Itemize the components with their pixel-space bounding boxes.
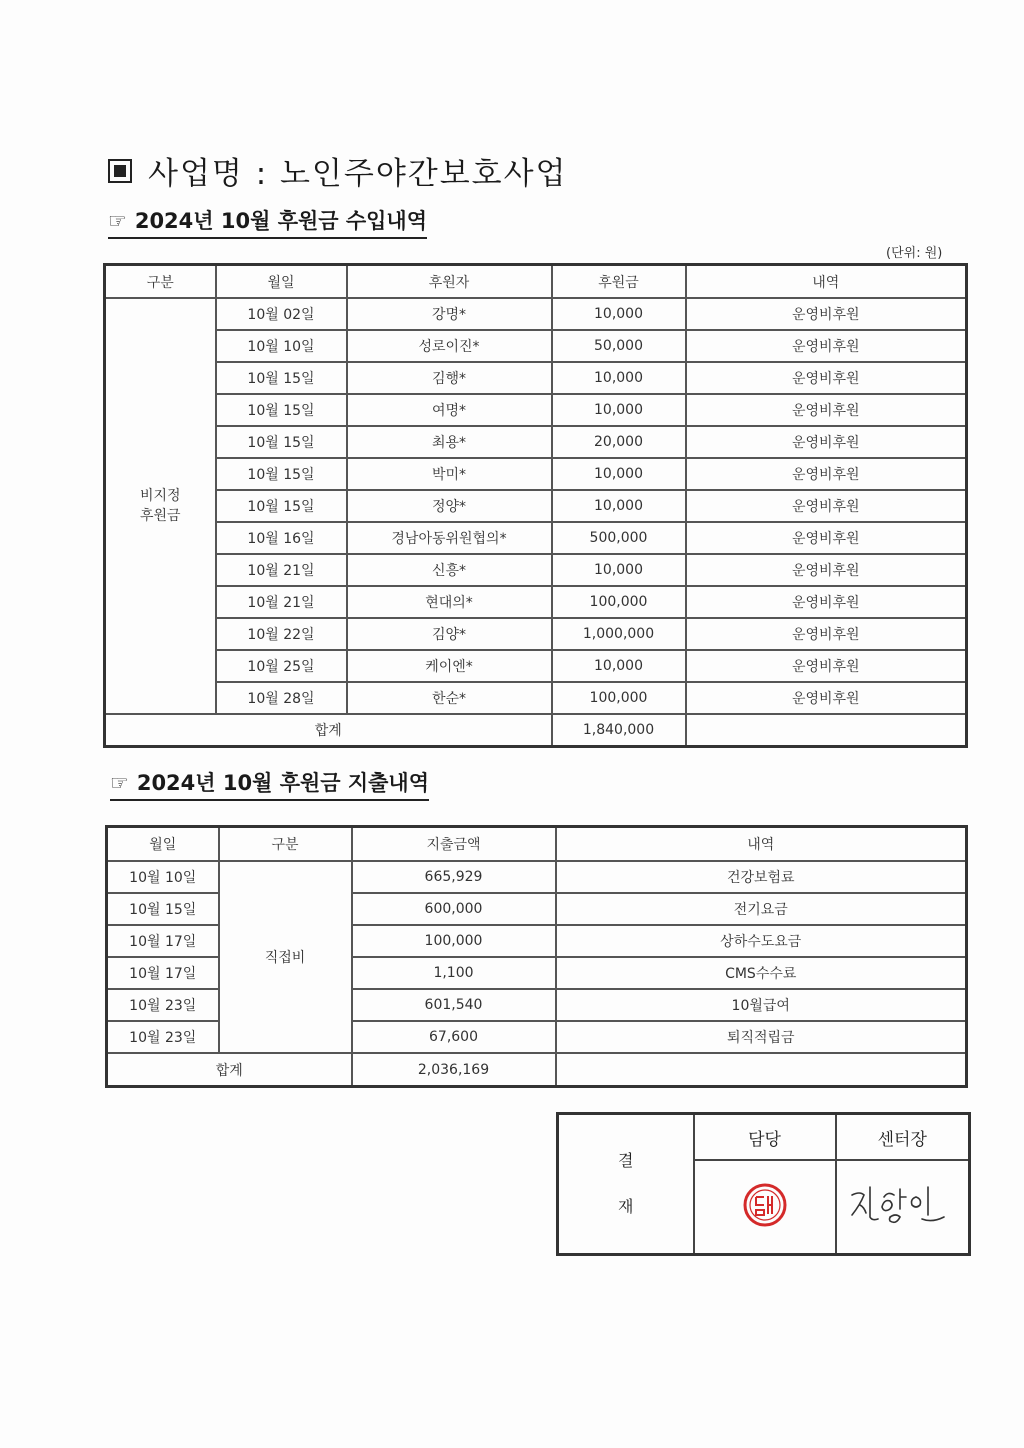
expense-column-header: 지출금액 [352, 827, 556, 862]
amount-cell: 10,000 [552, 490, 686, 522]
expense-category: 직접비 [219, 861, 352, 1053]
detail-cell: CMS수수료 [556, 957, 967, 989]
detail-cell: 운영비후원 [686, 650, 967, 682]
date-cell: 10월 23일 [107, 989, 219, 1021]
amount-cell: 10,000 [552, 458, 686, 490]
detail-cell: 운영비후원 [686, 586, 967, 618]
donor-cell: 현대의* [347, 586, 552, 618]
approval-label-top: 결 [618, 1151, 634, 1170]
date-cell: 10월 17일 [107, 957, 219, 989]
donor-cell: 박미* [347, 458, 552, 490]
table-row [105, 586, 967, 618]
donor-cell: 케이엔* [347, 650, 552, 682]
donor-cell: 한순* [347, 682, 552, 714]
amount-cell: 601,540 [352, 989, 556, 1021]
expense-column-header: 월일 [107, 827, 219, 862]
detail-cell: 운영비후원 [686, 330, 967, 362]
table-row [105, 554, 967, 586]
date-cell: 10월 10일 [216, 330, 347, 362]
income-heading-text: 2024년 10월 후원금 수입내역 [134, 209, 428, 233]
date-cell: 10월 02일 [216, 298, 347, 330]
income-total-row [105, 714, 967, 747]
income-column-header: 후원자 [347, 265, 552, 299]
amount-cell: 100,000 [552, 682, 686, 714]
donor-cell: 최용* [347, 426, 552, 458]
date-cell: 10월 23일 [107, 1021, 219, 1053]
total-label: 합계 [105, 714, 552, 747]
detail-cell: 운영비후원 [686, 522, 967, 554]
donor-cell: 김행* [347, 362, 552, 394]
amount-cell: 1,000,000 [552, 618, 686, 650]
table-row [105, 490, 967, 522]
approval-header-director: 센터장 [836, 1114, 970, 1161]
page-title-text: 사업명 : 노인주야간보호사업 [148, 156, 568, 192]
donor-cell: 김양* [347, 618, 552, 650]
income-column-header: 내역 [686, 265, 967, 299]
total-label: 합계 [107, 1053, 352, 1087]
table-row [105, 298, 967, 330]
table-row [105, 394, 967, 426]
amount-cell: 10,000 [552, 554, 686, 586]
income-heading [108, 205, 427, 239]
total-detail-empty [686, 714, 967, 747]
table-row [105, 682, 967, 714]
director-signature-cell [836, 1160, 970, 1255]
table-row [105, 522, 967, 554]
expense-total-row [107, 1053, 967, 1087]
amount-cell: 10,000 [552, 394, 686, 426]
filled-square-icon [108, 159, 132, 183]
detail-cell: 운영비후원 [686, 362, 967, 394]
detail-cell: 10월급여 [556, 989, 967, 1021]
table-row [105, 618, 967, 650]
amount-cell: 500,000 [552, 522, 686, 554]
date-cell: 10월 15일 [216, 362, 347, 394]
total-detail-empty [556, 1053, 967, 1087]
expense-heading-text: 2024년 10월 후원금 지출내역 [136, 771, 430, 795]
date-cell: 10월 15일 [216, 458, 347, 490]
detail-cell: 운영비후원 [686, 682, 967, 714]
income-table [103, 263, 968, 748]
table-row [105, 426, 967, 458]
detail-cell: 운영비후원 [686, 426, 967, 458]
detail-cell: 운영비후원 [686, 394, 967, 426]
detail-cell: 운영비후원 [686, 298, 967, 330]
amount-cell: 600,000 [352, 893, 556, 925]
detail-cell: 퇴직적립금 [556, 1021, 967, 1053]
amount-cell: 665,929 [352, 861, 556, 893]
unit-label: (단위: 원) [886, 246, 943, 261]
total-amount: 1,840,000 [552, 714, 686, 747]
seal-stamp-icon [742, 1182, 788, 1228]
expense-column-header: 내역 [556, 827, 967, 862]
date-cell: 10월 15일 [216, 426, 347, 458]
amount-cell: 10,000 [552, 650, 686, 682]
approval-label-bottom: 재 [618, 1197, 634, 1216]
date-cell: 10월 22일 [216, 618, 347, 650]
approval-header-manager: 담당 [694, 1114, 836, 1161]
donor-cell: 성로이진* [347, 330, 552, 362]
expense-header-row [107, 827, 967, 862]
donor-cell: 경남아동위원협의* [347, 522, 552, 554]
donor-cell: 신흥* [347, 554, 552, 586]
date-cell: 10월 21일 [216, 586, 347, 618]
donor-cell: 강명* [347, 298, 552, 330]
expense-table [105, 825, 968, 1088]
detail-cell: 운영비후원 [686, 458, 967, 490]
detail-cell: 운영비후원 [686, 490, 967, 522]
page-title [108, 148, 568, 193]
table-row [105, 650, 967, 682]
date-cell: 10월 10일 [107, 861, 219, 893]
amount-cell: 1,100 [352, 957, 556, 989]
approval-label [558, 1114, 694, 1255]
detail-cell: 상하수도요금 [556, 925, 967, 957]
date-cell: 10월 21일 [216, 554, 347, 586]
expense-column-header: 구분 [219, 827, 352, 862]
date-cell: 10월 25일 [216, 650, 347, 682]
donor-cell: 여명* [347, 394, 552, 426]
handwritten-signature [846, 1175, 958, 1235]
income-category: 비지정 후원금 [139, 488, 181, 524]
donor-cell: 정양* [347, 490, 552, 522]
date-cell: 10월 28일 [216, 682, 347, 714]
pointing-hand-icon: ☞ [108, 209, 127, 233]
amount-cell: 10,000 [552, 362, 686, 394]
income-column-header: 구분 [105, 265, 216, 299]
table-row [107, 861, 967, 893]
date-cell: 10월 15일 [216, 394, 347, 426]
income-column-header: 후원금 [552, 265, 686, 299]
manager-stamp-cell [694, 1160, 836, 1255]
amount-cell: 20,000 [552, 426, 686, 458]
expense-heading [110, 767, 429, 801]
approval-box [556, 1112, 971, 1256]
table-row [105, 458, 967, 490]
pointing-hand-icon: ☞ [110, 771, 129, 795]
table-row [105, 330, 967, 362]
amount-cell: 10,000 [552, 298, 686, 330]
amount-cell: 50,000 [552, 330, 686, 362]
detail-cell: 운영비후원 [686, 554, 967, 586]
income-column-header: 월일 [216, 265, 347, 299]
date-cell: 10월 15일 [107, 893, 219, 925]
date-cell: 10월 17일 [107, 925, 219, 957]
detail-cell: 운영비후원 [686, 618, 967, 650]
date-cell: 10월 15일 [216, 490, 347, 522]
detail-cell: 전기요금 [556, 893, 967, 925]
income-header-row [105, 265, 967, 299]
date-cell: 10월 16일 [216, 522, 347, 554]
amount-cell: 100,000 [352, 925, 556, 957]
amount-cell: 100,000 [552, 586, 686, 618]
amount-cell: 67,600 [352, 1021, 556, 1053]
detail-cell: 건강보험료 [556, 861, 967, 893]
total-amount: 2,036,169 [352, 1053, 556, 1087]
table-row [105, 362, 967, 394]
income-category-cell [105, 298, 216, 714]
